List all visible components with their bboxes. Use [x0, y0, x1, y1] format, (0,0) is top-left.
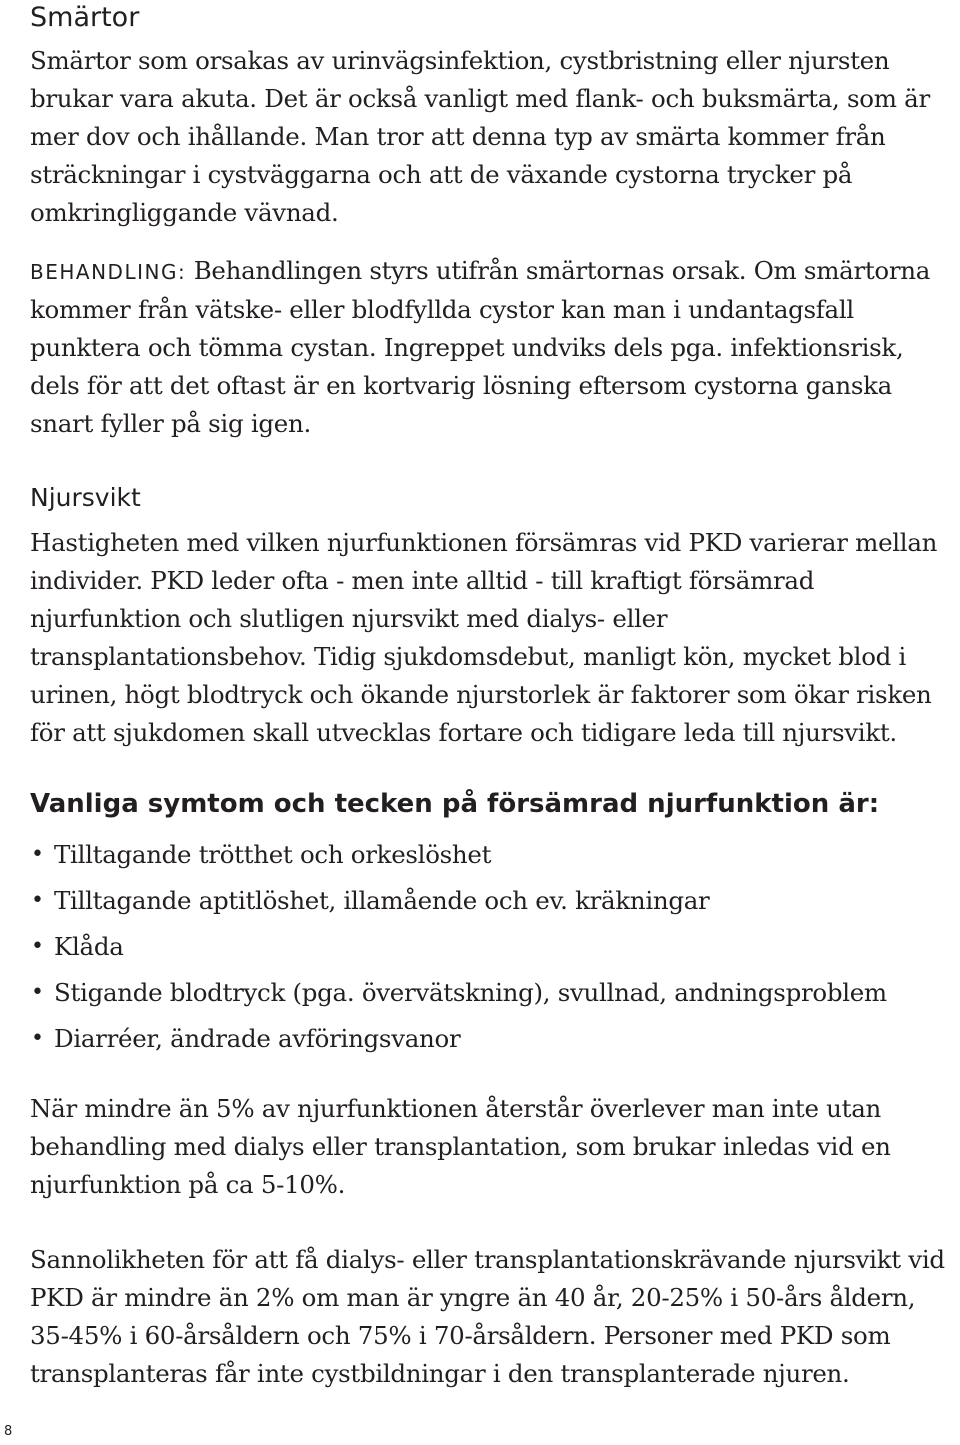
kidney-failure-paragraph: Hastigheten med vilken njurfunktionen försämras vid PKD varierar mellan individer. PKD leder ofta - men inte alltid - till kraftigt försämrad njurfunktion och slutligen njursvikt med dialys- eller transplantationsbehov. Tidig sjukdomsdebut, manligt kön, mycket blod i urinen, högt blodtryck och ökande njurstorlek är faktorer som ökar risken för att sjukdomen skall utvecklas fortare och tidigare leda till njursvikt.	[30, 528, 938, 747]
bullet-icon: •	[31, 888, 44, 913]
list-item	[30, 882, 945, 928]
bullet-icon: •	[31, 934, 44, 959]
list-item-text: Stigande blodtryck (pga. övervätskning), svullnad, andningsproblem	[54, 978, 887, 1007]
probability-paragraph: Sannolikheten för att få dialys- eller transplantationskrävande njursvikt vid PKD är mindre än 2% om man är yngre än 40 år, 20-25% i 50-års åldern, 35-45% i 60-årsåldern och 75% i 70-årsåldern. Personer med PKD som transplanteras får inte cystbildningar i den transplanterade njuren.	[30, 1245, 945, 1388]
list-item-text: Tilltagande aptitlöshet, illamående och ev. kräkningar	[54, 886, 710, 915]
list-item-text: Klåda	[54, 932, 124, 961]
treatment-label: BEHANDLING:	[30, 260, 187, 284]
section-title-kidney-failure: Njursvikt	[30, 483, 141, 512]
list-item	[30, 1020, 945, 1066]
list-item-text: Tilltagande trötthet och orkeslöshet	[54, 840, 492, 869]
bullet-icon: •	[31, 980, 44, 1005]
page-number: 8	[4, 1424, 13, 1439]
bullet-icon: •	[31, 1026, 44, 1051]
symptoms-list	[30, 836, 945, 1066]
section-title-symptoms: Vanliga symtom och tecken på försämrad njurfunktion är:	[30, 789, 880, 819]
list-item	[30, 974, 945, 1020]
section-title-pain: Smärtor	[30, 2, 140, 33]
treatment-paragraph	[30, 252, 945, 443]
treatment-text: Behandlingen styrs utifrån smärtornas orsak. Om smärtorna kommer från vätske- eller blodfyllda cystor kan man i undantagsfall punktera och tömma cystan. Ingreppet undviks dels pga. infektionsrisk, dels för att det oftast är en kortvarig lösning eftersom cystorna ganska snart fyller på sig igen.	[30, 256, 931, 438]
bullet-icon: •	[31, 842, 44, 867]
list-item-text: Diarréer, ändrade avföringsvanor	[54, 1024, 461, 1053]
dialysis-paragraph: När mindre än 5% av njurfunktionen återstår överlever man inte utan behandling med dialys eller transplantation, som brukar inledas vid en njurfunktion på ca 5-10%.	[30, 1094, 891, 1199]
list-item	[30, 928, 945, 974]
pain-paragraph: Smärtor som orsakas av urinvägsinfektion, cystbristning eller njursten brukar vara akuta. Det är också vanligt med flank- och buksmärta, som är mer dov och ihållande. Man tror att denna typ av smärta kommer från sträckningar i cystväggarna och att de växande cystorna trycker på omkringliggande vävnad.	[30, 46, 930, 227]
list-item	[30, 836, 945, 882]
